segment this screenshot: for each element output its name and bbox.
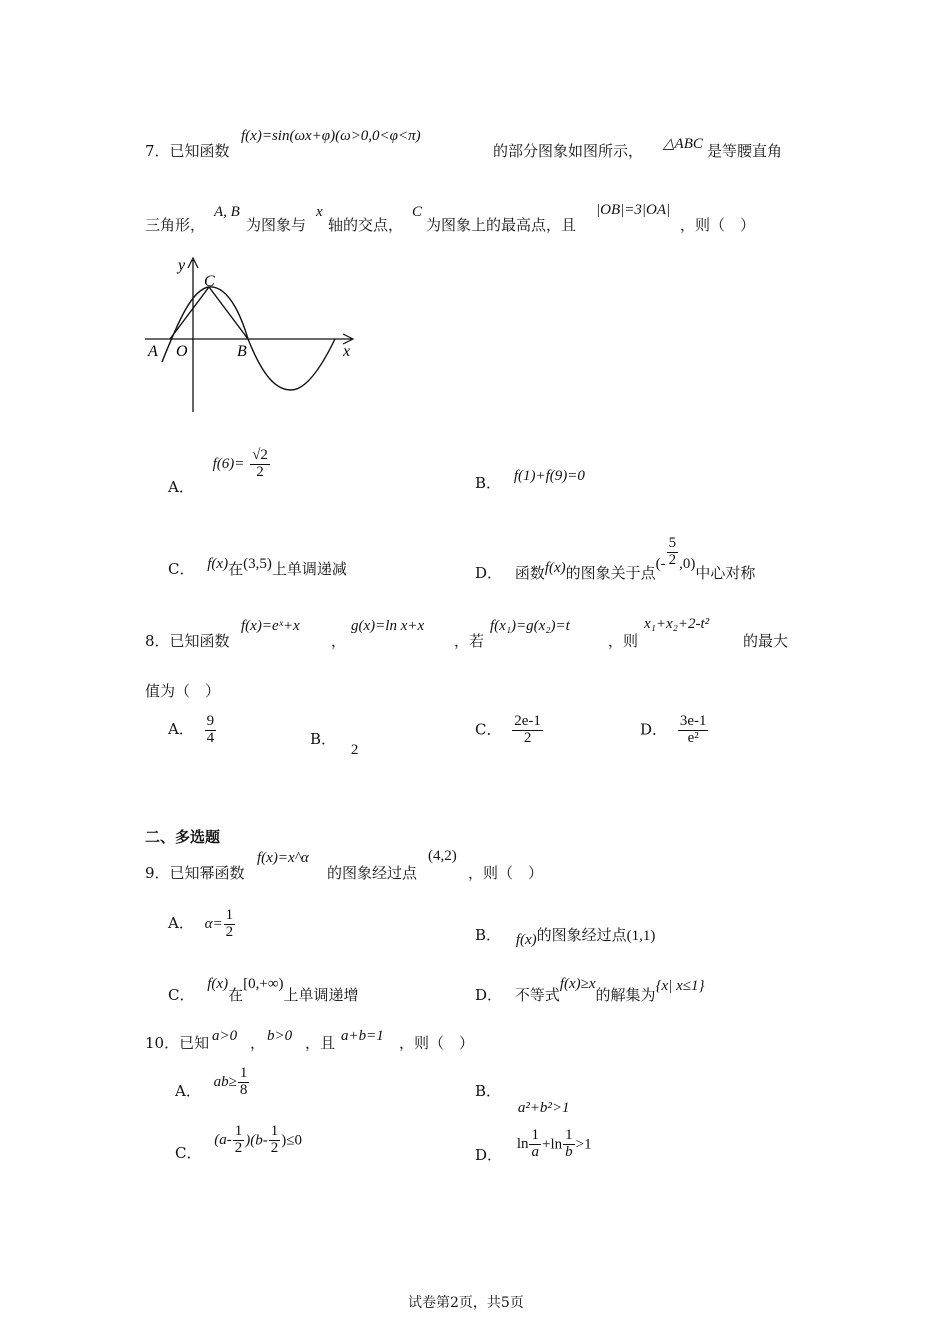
option-label: A． <box>168 914 194 933</box>
q10-option-b[interactable] <box>475 1080 570 1116</box>
denominator: 2 <box>256 463 264 480</box>
option-d-inequality: f(x)≥x <box>559 976 596 992</box>
option-c-text2: 上单调递减 <box>271 560 347 578</box>
option-label: C． <box>168 560 195 578</box>
q10-option-c[interactable] <box>175 1123 302 1163</box>
q10-option-d[interactable] <box>475 1127 592 1165</box>
option-a-lhs: α= <box>204 916 223 933</box>
q8-line2: 值为（ ） <box>145 682 221 700</box>
option-b-point: (1,1) <box>626 928 656 944</box>
q9-line1 <box>145 862 245 883</box>
q7-condition: |OB|=3|OA| <box>596 202 671 218</box>
option-c-interval: (3,5) <box>243 556 272 572</box>
q7-text-post: 是等腰直角 <box>707 142 783 160</box>
option-c-f: f(x) <box>207 976 229 992</box>
option-label: B． <box>475 474 502 492</box>
numerator: 1 <box>270 1123 279 1139</box>
option-d-point-left: (- <box>655 556 666 573</box>
graph-label-C: C <box>204 273 215 290</box>
option-label: A． <box>168 720 194 739</box>
option-label: D． <box>475 986 503 1004</box>
graph-label-x: x <box>343 343 351 360</box>
q7-line1 <box>145 140 230 161</box>
option-d-text3: 中心对称 <box>695 564 756 583</box>
graph-label-B: B <box>237 343 247 360</box>
section-title: 二、多选题 <box>145 828 221 846</box>
option-c-text: 在 <box>228 986 244 1004</box>
q10-sep1: ， <box>250 1034 266 1052</box>
q10-post: ，则（ ） <box>399 1034 475 1052</box>
q7-graph <box>140 252 370 417</box>
q9-option-a[interactable] <box>168 908 236 941</box>
option-d-fraction2 <box>563 1128 575 1161</box>
option-a-lhs: f(6)= <box>212 456 245 473</box>
q7-line2-d: 为图象上的最高点，且 <box>426 216 577 234</box>
option-d-point-right: ,0) <box>679 556 696 573</box>
option-a-fraction <box>250 448 270 481</box>
q9-option-d[interactable] <box>475 976 705 1005</box>
numerator: 1 <box>531 1127 539 1143</box>
graph-label-A: A <box>148 343 158 360</box>
option-d-text2: 的解集为 <box>595 986 656 1004</box>
denominator: a <box>531 1143 539 1160</box>
q9-option-b[interactable] <box>475 924 656 948</box>
q8-g: g(x)=ln x+x <box>351 618 425 634</box>
graph-label-y: y <box>178 257 186 274</box>
option-b-expr: a²+b²>1 <box>517 1100 570 1116</box>
option-d-text2: 的图象关于点 <box>565 564 656 583</box>
q9-f: f(x)=x^α <box>257 850 309 866</box>
option-label: B． <box>475 926 502 944</box>
q10-number: 10． <box>145 1034 180 1052</box>
q9-text-pre: 已知幂函数 <box>169 864 245 882</box>
numerator: 1 <box>234 1123 243 1139</box>
option-label: D． <box>475 1146 503 1165</box>
option-d-fraction1 <box>529 1128 541 1161</box>
option-c-f: f(x) <box>207 556 229 572</box>
q7-C: C <box>412 204 423 220</box>
q7-x: x <box>316 204 323 220</box>
option-c-fraction1 <box>233 1124 245 1157</box>
denominator: 2 <box>225 923 234 940</box>
triangle-abc <box>170 287 248 339</box>
option-d-set: {x| x≤1} <box>655 978 705 994</box>
q8-line1 <box>145 630 230 651</box>
q8-number: 8． <box>145 632 170 650</box>
option-d-text: 函数 <box>514 564 545 583</box>
option-label: A． <box>175 1082 201 1101</box>
q10-text-pre: 已知 <box>179 1034 210 1052</box>
option-a-fraction <box>224 908 236 941</box>
option-d-text: 不等式 <box>514 986 560 1004</box>
denominator: 2 <box>668 551 677 568</box>
option-label: C． <box>175 1144 202 1163</box>
q10-sep2: ，且 <box>305 1034 336 1052</box>
q7-triangle: △ABC <box>663 136 703 152</box>
denominator: 8 <box>239 1081 248 1098</box>
q8-f: f(x)=eˣ+x <box>241 618 300 634</box>
option-c-fraction2 <box>269 1124 281 1157</box>
option-label: C． <box>168 986 195 1004</box>
q7-line2-c: 轴的交点， <box>328 216 404 234</box>
q7-option-b[interactable] <box>475 468 585 493</box>
q7-line2-b: 为图象与 <box>246 216 307 234</box>
option-b-text: 的图象经过点 <box>536 926 627 944</box>
q8-option-d[interactable] <box>640 714 709 747</box>
q7-number: 7． <box>145 142 170 160</box>
option-b-expr: f(1)+f(9)=0 <box>513 468 585 484</box>
denominator: 2 <box>270 1139 279 1156</box>
option-c-part1: (a- <box>214 1132 232 1149</box>
option-d-fraction <box>667 536 679 569</box>
option-d-ln2: +ln <box>541 1136 563 1153</box>
q8-option-c[interactable] <box>475 714 544 747</box>
q8-expr: x₁+x₂+2-t² <box>644 616 710 632</box>
numerator: 5 <box>668 535 677 551</box>
q9-post: ，则（ ） <box>468 864 544 882</box>
q9-point: (4,2) <box>428 848 457 864</box>
q9-option-c[interactable] <box>168 976 359 1005</box>
option-d-tail: >1 <box>575 1136 592 1153</box>
q10-cond-a: a>0 <box>212 1028 238 1044</box>
numerator: √2 <box>252 447 268 463</box>
q7-option-c[interactable] <box>168 558 347 579</box>
q7-line2-e: ，则（ ） <box>680 216 756 234</box>
q7-ab: A, B <box>214 204 240 220</box>
option-label: A． <box>168 478 194 497</box>
option-c-interval: [0,+∞) <box>243 976 284 992</box>
option-d-f: f(x) <box>544 560 566 577</box>
q8-cond: f(x₁)=g(x₂)=t <box>490 618 570 634</box>
denominator: 4 <box>206 729 215 746</box>
q7-option-d[interactable] <box>475 535 756 583</box>
option-label: B． <box>310 730 337 748</box>
option-d-ln1: ln <box>516 1136 529 1153</box>
denominator: 2 <box>234 1139 243 1156</box>
q7-text-mid: 的部分图象如图所示， <box>493 142 644 160</box>
numerator: 1 <box>565 1127 573 1143</box>
numerator: 2e-1 <box>514 713 541 729</box>
q8-option-b[interactable] <box>310 728 359 758</box>
q9-number: 9． <box>145 864 170 882</box>
option-d-fraction <box>678 714 709 747</box>
q10-line1 <box>145 1032 209 1053</box>
q8-post: 的最大 <box>743 632 789 650</box>
q8-sep1: ， <box>331 632 347 650</box>
option-c-text: 在 <box>228 560 244 578</box>
option-a-lhs: ab≥ <box>213 1074 237 1091</box>
numerator: 3e-1 <box>679 713 707 729</box>
option-label: B． <box>475 1082 502 1100</box>
q9-mid: 的图象经过点 <box>327 864 418 882</box>
option-a-fraction <box>238 1066 250 1099</box>
graph-label-O: O <box>176 343 188 360</box>
option-b-f: f(x) <box>515 932 537 948</box>
option-label: D． <box>475 564 503 583</box>
numerator: 1 <box>225 907 234 923</box>
q10-option-a[interactable] <box>175 1066 250 1099</box>
q8-option-a[interactable] <box>168 714 217 747</box>
q10-cond-sum: a+b=1 <box>341 1028 384 1044</box>
option-c-fraction <box>512 714 543 747</box>
q7-text-pre: 已知函数 <box>169 142 230 160</box>
q10-cond-b: b>0 <box>267 1028 293 1044</box>
denominator: 2 <box>523 729 532 746</box>
option-c-part3: )≤0 <box>281 1132 302 1149</box>
option-label: C． <box>475 720 502 739</box>
q8-sep2: ，若 <box>454 632 485 650</box>
option-b-value: 2 <box>350 742 359 758</box>
option-c-part2: )(b- <box>245 1132 268 1149</box>
q8-text-pre: 已知函数 <box>169 632 230 650</box>
numerator: 9 <box>206 713 215 729</box>
numerator: 1 <box>239 1065 248 1081</box>
q7-line2-a: 三角形， <box>145 216 206 234</box>
q8-sep3: ，则 <box>608 632 639 650</box>
q7-formula: f(x)=sin(ωx+φ)(ω>0,0<φ<π) <box>241 128 421 144</box>
page-footer: 试卷第2页，共5页 <box>408 1295 524 1311</box>
denominator: b <box>565 1143 573 1160</box>
q7-option-a[interactable] <box>168 447 271 497</box>
denominator: e² <box>687 729 699 746</box>
option-label: D． <box>640 720 668 739</box>
option-c-text2: 上单调递增 <box>283 986 359 1004</box>
option-a-fraction <box>205 714 217 747</box>
